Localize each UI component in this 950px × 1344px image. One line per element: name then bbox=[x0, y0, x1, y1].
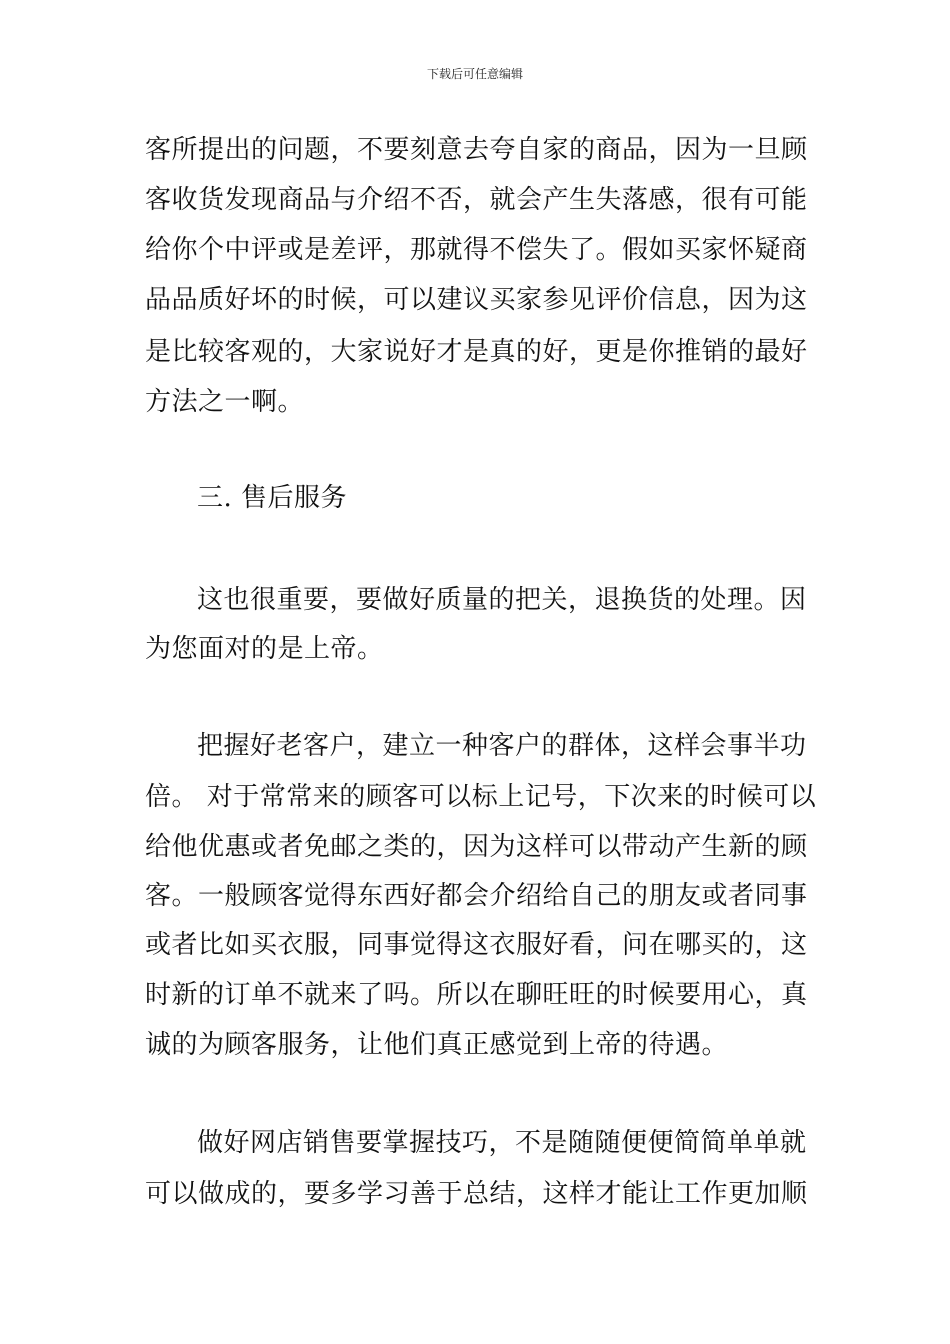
text-line: 客收货发现商品与介绍不否，就会产生失落感，很有可能 bbox=[145, 185, 808, 215]
text-line: 为您面对的是上帝。 bbox=[145, 634, 384, 664]
text-line: 把握好老客户，建立一种客户的群体，这样会事半功 bbox=[197, 731, 807, 761]
text-line: 时新的订单不就来了吗。所以在聊旺旺的时候要用心，真 bbox=[145, 980, 808, 1010]
text-line: 给他优惠或者免邮之类的，因为这样可以带动产生新的顾 bbox=[145, 832, 808, 862]
page-header: 下载后可任意编辑 bbox=[426, 67, 523, 81]
text-line: 倍。 对于常常来的顾客可以标上记号，下次来的时候可以 bbox=[145, 782, 817, 812]
text-line: 方法之一啊。 bbox=[145, 387, 305, 417]
section-heading-text: 三. 售后服务 bbox=[197, 483, 348, 513]
text-line: 品品质好坏的时候，可以建议买家参见评价信息，因为这 bbox=[145, 285, 808, 315]
text-line: 诚的为顾客服务，让他们真正感觉到上帝的待遇。 bbox=[145, 1030, 729, 1060]
text-line: 或者比如买衣服，同事觉得这衣服好看，问在哪买的，这 bbox=[145, 930, 808, 960]
text-line: 是比较客观的，大家说好才是真的好，更是你推销的最好 bbox=[145, 337, 808, 367]
text-line: 给你个中评或是差评，那就得不偿失了。假如买家怀疑商 bbox=[145, 235, 808, 265]
text-line: 可以做成的，要多学习善于总结，这样才能让工作更加顺 bbox=[145, 1179, 808, 1209]
text-line: 客所提出的问题，不要刻意去夸自家的商品，因为一旦顾 bbox=[145, 135, 808, 165]
text-line: 做好网店销售要掌握技巧，不是随随便便简简单单就 bbox=[197, 1128, 807, 1158]
text-line: 客。一般顾客觉得东西好都会介绍给自己的朋友或者同事 bbox=[145, 881, 808, 911]
text-line: 这也很重要，要做好质量的把关，退换货的处理。因 bbox=[197, 585, 807, 615]
